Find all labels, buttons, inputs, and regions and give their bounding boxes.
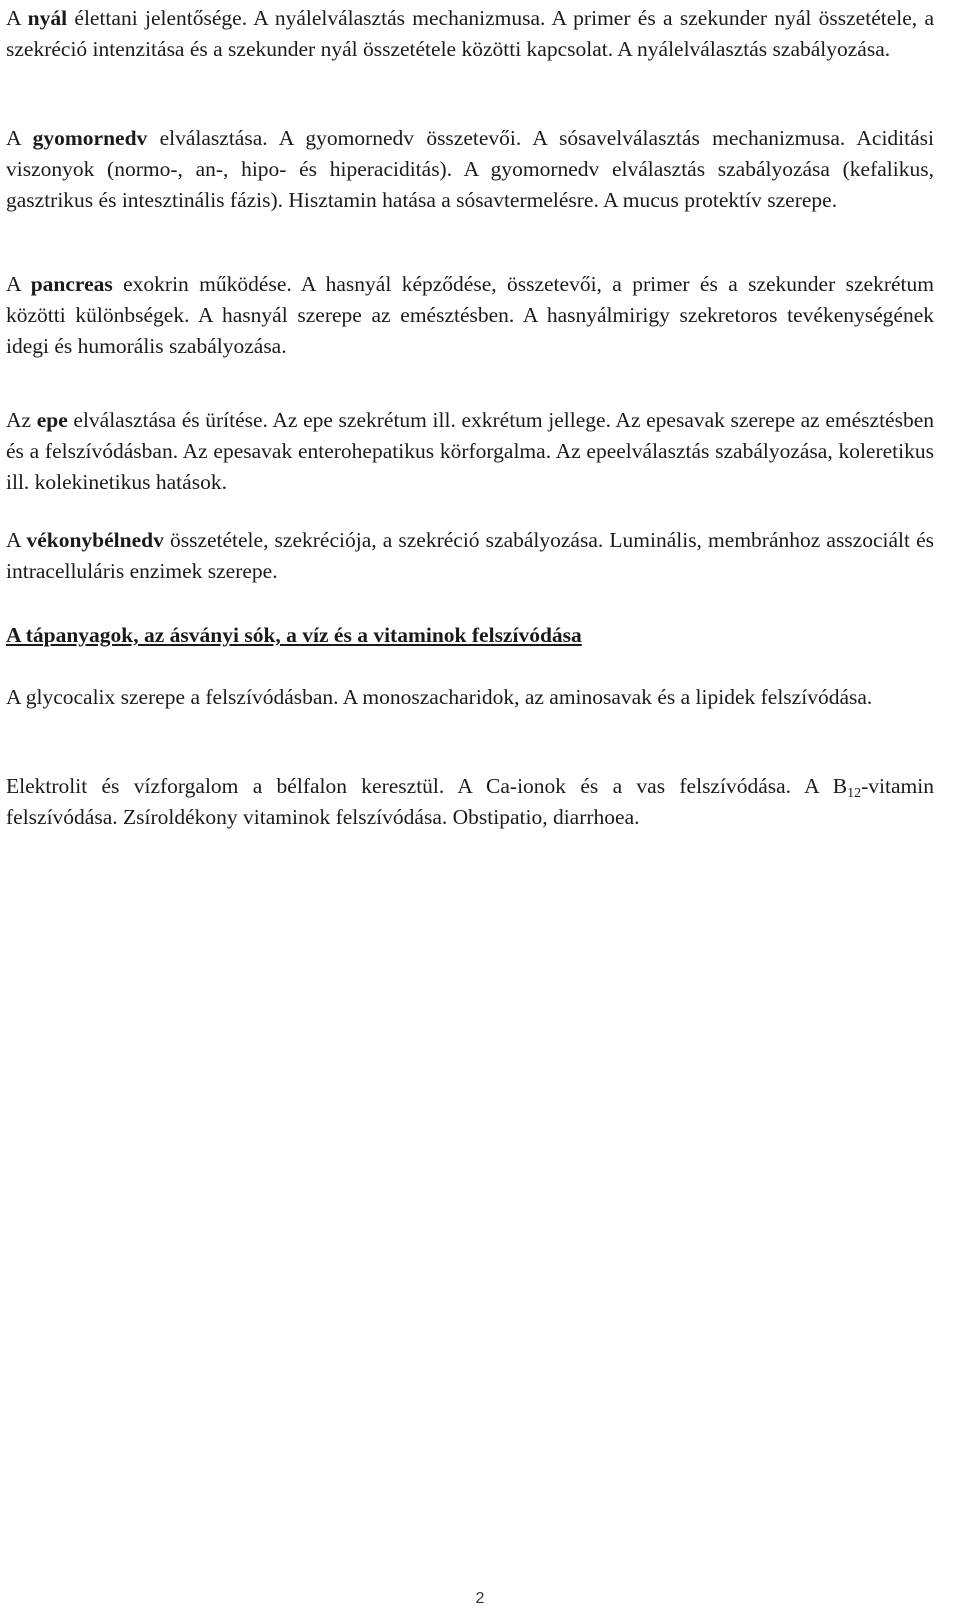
paragraph-gyomornedv [6, 123, 934, 216]
topic-term-gyomornedv: gyomornedv [32, 126, 148, 150]
paragraph-vekonybelnedv [6, 525, 934, 587]
paragraph-text-before: Elektrolit és vízforgalom a bélfalon keresztül. A Ca-ionok és a vas felszívódása. A B [6, 774, 848, 798]
paragraph-elektrolit [6, 771, 934, 833]
paragraph-text: összetétele, szekréciója, a szekréció szabályozása. Luminális, membránhoz asszociált és intracelluláris enzimek szerepe. [6, 528, 934, 583]
topic-term-pancreas: pancreas [30, 272, 113, 296]
paragraph-pancreas [6, 269, 934, 362]
topic-term-nyal: nyál [27, 6, 68, 30]
paragraph-text: élettani jelentősége. A nyálelválasztás mechanizmusa. A primer és a szekunder nyál összetétele, a szekréció intenzitása és a szekunder nyál összetétele közötti kapcsolat. A nyálelválasztás szabályozása. [6, 6, 935, 61]
paragraph-lead: A [6, 126, 33, 150]
paragraph-lead: A [6, 528, 27, 552]
paragraph-text: elválasztása. A gyomornedv összetevői. A sósavelválasztás mechanizmusa. Aciditási viszonyok (normo-, an-, hipo- és hiperaciditás). A gyomornedv elválasztás szabályozása (kefalikus, gasztrikus és intesztinális fázis). Hisztamin hatása a sósavtermelésre. A mucus protektív szerepe. [6, 126, 934, 212]
vitamin-subscript: 12 [847, 786, 862, 801]
paragraph-nyal [6, 3, 934, 65]
paragraph-text: elválasztása és ürítése. Az epe szekrétum ill. exkrétum jellege. Az epesavak szerepe az emésztésben és a felszívódásban. Az epesavak enterohepatikus körforgalma. Az epeelválasztás szabályozása, koleretikus ill. kolekinetikus hatások. [6, 408, 934, 494]
paragraph-lead: A [6, 272, 31, 296]
paragraph-glycocalix: A glycocalix szerepe a felszívódásban. A monoszacharidok, az aminosavak és a lipidek felszívódása. [6, 685, 873, 709]
section-heading: A tápanyagok, az ásványi sók, a víz és a vitaminok felszívódása [6, 623, 582, 647]
paragraph-lead: Az [6, 408, 37, 432]
page-number: 2 [475, 1590, 485, 1607]
paragraph-text-after: -vitamin felszívódása. Zsíroldékony vitaminok felszívódása. Obstipatio, diarrhoea. [6, 774, 934, 829]
paragraph-epe [6, 405, 934, 498]
topic-term-epe: epe [36, 408, 68, 432]
topic-term-vekonybelnedv: vékonybélnedv [26, 528, 164, 552]
paragraph-lead: A [6, 6, 28, 30]
paragraph-text: exokrin működése. A hasnyál képződése, összetevői, a primer és a szekunder szekrétum közötti különbségek. A hasnyál szerepe az emésztésben. A hasnyálmirigy szekretoros tevékenységének idegi és humorális szabályozása. [6, 272, 934, 358]
